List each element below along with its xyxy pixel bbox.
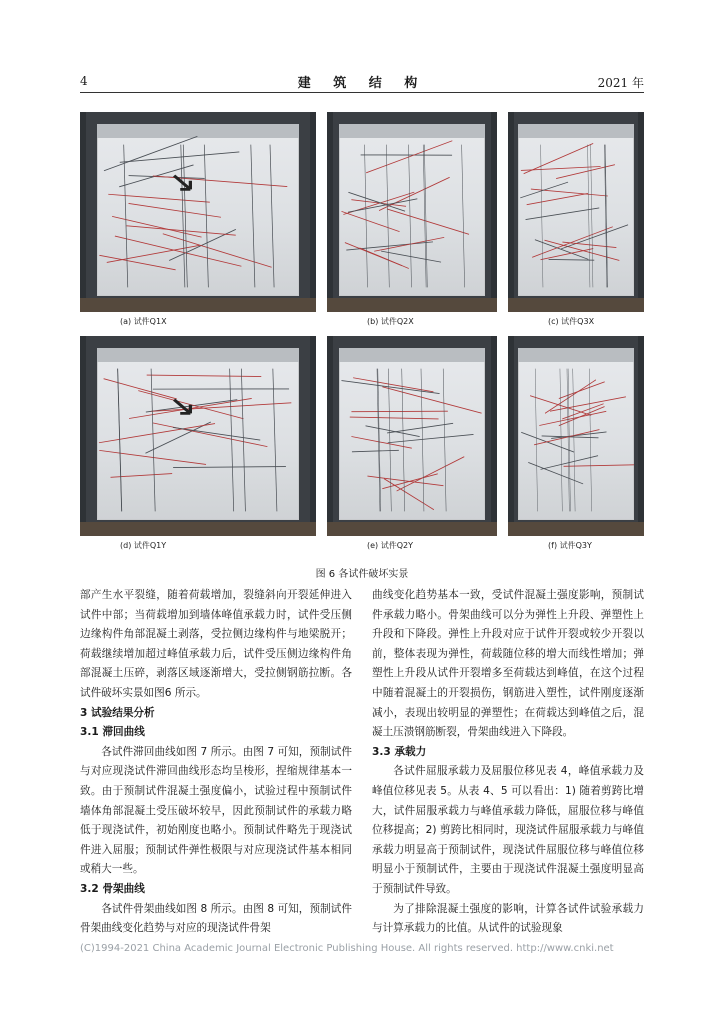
crack-line <box>374 237 444 251</box>
figure-caption: 图 6 各试件破坏实景 <box>315 569 409 580</box>
crack-line <box>152 176 286 187</box>
crack-pattern <box>518 124 635 296</box>
crack-line <box>540 456 597 470</box>
reaction-frame <box>80 336 86 536</box>
crack-line <box>539 411 606 425</box>
crack-line <box>544 240 619 260</box>
vertical-crack-line <box>270 145 274 288</box>
crack-line <box>548 259 594 260</box>
reaction-frame <box>491 336 497 536</box>
vertical-crack-line <box>559 369 561 512</box>
reaction-frame <box>80 112 86 312</box>
wall-specimen <box>97 348 300 520</box>
crack-line <box>346 242 433 250</box>
photo-q1x <box>80 112 316 312</box>
crack-line <box>126 226 235 235</box>
crack-line <box>351 411 447 412</box>
crack-line <box>526 193 587 204</box>
crack-line <box>99 450 206 464</box>
vertical-crack-line <box>568 369 570 512</box>
reaction-frame <box>508 336 514 536</box>
ground-beam <box>80 298 316 312</box>
crack-line <box>146 375 261 376</box>
right-text-column <box>372 586 644 939</box>
vertical-crack-line <box>535 369 537 512</box>
vertical-crack-line <box>364 145 367 288</box>
subsection-heading: 3.1 滞回曲线 <box>80 726 145 739</box>
crack-pattern <box>339 348 485 520</box>
copyright-footer: (C)1994-2021 China Academic Journal Electronic Publishing House. All rights reserved. http://www.cnki.net <box>80 943 614 954</box>
crack-line <box>128 203 220 217</box>
crack-line <box>556 165 615 179</box>
vertical-crack-line <box>204 145 208 288</box>
body-paragraph: 为了排除混凝土强度的影响，计算各试件试验承载力与计算承载力的比值。从试件的试验现象 <box>372 902 644 935</box>
vertical-crack-line <box>378 369 381 512</box>
vertical-crack-line <box>566 369 568 512</box>
crack-line <box>110 474 172 478</box>
crack-line <box>387 423 453 433</box>
crack-line <box>525 208 599 220</box>
reaction-frame <box>310 336 316 536</box>
crack-line <box>341 381 439 394</box>
vertical-crack-line <box>589 369 591 512</box>
panel-caption: (a) 试件Q1X <box>120 317 167 326</box>
journal-year: 2021 年 <box>597 76 644 90</box>
wall-specimen <box>518 348 635 520</box>
vertical-crack-line <box>117 369 121 512</box>
crack-line <box>152 423 267 447</box>
crack-line <box>350 417 439 419</box>
wall-specimen <box>97 124 300 296</box>
crack-line <box>530 189 607 196</box>
vertical-crack-line <box>587 145 589 288</box>
crack-pattern <box>518 348 635 520</box>
ground-beam <box>508 298 644 312</box>
crack-line <box>388 434 474 442</box>
subsection-heading: 3.2 骨架曲线 <box>80 882 145 895</box>
vertical-crack-line <box>604 145 606 288</box>
wall-specimen <box>339 348 485 520</box>
ground-beam <box>508 522 644 536</box>
body-paragraph: 曲线变化趋势基本一致，受试件混凝土强度影响，预制试件承载力略小。骨架曲线可以分为弹性上升段、弹塑性上升段和下降段。弹性上升段对应于试件开裂或较少开裂以前，整体表现为弹性，荷载随位移的增大而线性增加；弹塑性上升段从试件开裂增多至荷载达到峰值，在这个过程中随着混凝土的开裂损伤，钢筋进入塑性，试件刚度逐渐减小，表现出较明显的弹塑性；在荷载达到峰值之后，混凝土压溃钢筋断裂，骨架曲线进入下降段。 <box>372 589 644 739</box>
crack-line <box>352 450 399 451</box>
reaction-frame <box>310 112 316 312</box>
vertical-crack-line <box>377 369 380 512</box>
crack-line <box>387 209 469 234</box>
crack-line <box>98 424 214 443</box>
left-text-column <box>80 586 352 939</box>
photo-q2x <box>327 112 497 312</box>
panel-caption: (b) 试件Q2X <box>367 317 414 326</box>
reaction-frame <box>491 112 497 312</box>
crack-line <box>382 387 481 413</box>
crack-line <box>173 467 286 468</box>
crack-line <box>106 245 199 262</box>
section-heading: 3 试验结果分析 <box>80 706 155 719</box>
vertical-crack-line <box>272 369 276 512</box>
photo-q3y <box>508 336 644 536</box>
vertical-crack-line <box>180 145 184 288</box>
reaction-frame <box>638 336 644 536</box>
vertical-crack-line <box>443 369 446 512</box>
body-paragraph: 各试件屈服承载力及屈服位移见表 4，峰值承载力及峰值位移见表 5。从表 4、5 可以看出：1) 随着剪跨比增大，试件屈服承载力与峰值承载力降低，屈服位移与峰值位移提高；2) 剪跨比相同时，现浇试件屈服承载力与峰值承载力明显高于预制试件，现浇试件屈服位移与峰值位移明显小于预制试件，主要由于现浇试件混凝土强度明显高于预制试件导致。 <box>372 765 644 895</box>
crack-line <box>145 422 210 453</box>
body-paragraph: 各试件骨架曲线如图 8 所示。由图 8 可知，预制试件骨架曲线变化趋势与对应的现浇试件骨架 <box>80 902 352 935</box>
panel-caption: (c) 试件Q3X <box>548 317 595 326</box>
crack-line <box>151 403 291 411</box>
crack-pattern <box>97 348 300 520</box>
crack-line <box>348 192 405 211</box>
crack-line <box>521 432 574 452</box>
vertical-crack-line <box>183 145 187 288</box>
panel-caption: (f) 试件Q3Y <box>548 541 592 550</box>
panel-caption: (e) 试件Q2Y <box>367 541 413 550</box>
ground-beam <box>327 522 497 536</box>
ground-beam <box>80 522 316 536</box>
photo-q2y <box>327 336 497 536</box>
photo-q3x <box>508 112 644 312</box>
crack-line <box>523 143 593 173</box>
ground-beam <box>327 298 497 312</box>
crack-line <box>520 182 568 198</box>
header-rule <box>80 92 644 93</box>
panel-caption: (d) 试件Q1Y <box>120 541 167 550</box>
crack-line <box>99 255 175 269</box>
crack-line <box>108 194 210 202</box>
journal-title: 建 筑 结 构 <box>297 76 427 91</box>
vertical-crack-line <box>229 369 233 512</box>
crack-line <box>119 152 239 162</box>
vertical-crack-line <box>386 145 389 288</box>
subsection-heading: 3.3 承载力 <box>372 745 427 758</box>
vertical-crack-line <box>590 145 592 288</box>
page-header <box>0 0 724 100</box>
vertical-crack-line <box>250 145 254 288</box>
body-paragraph: 各试件滞回曲线如图 7 所示。由图 7 可知，预制试件与对应现浇试件滞回曲线形态均呈梭形，捏缩规律基本一致。由于预制试件混凝土强度偏小，试验过程中预制试件墙体角部混凝土受压破坏较早，因此预制试件的承载力略低于现浇试件，初始刚度也略小。预制试件略先于现浇试件进入屈服；预制试件弹性极限与对应现浇试件基本相同或稍大一些。 <box>80 745 352 876</box>
reaction-frame <box>638 112 644 312</box>
crack-line <box>162 234 271 268</box>
reaction-frame <box>327 336 333 536</box>
body-paragraph: 部产生水平裂缝，随着荷载增加，裂缝斜向开裂延伸进入试件中部；当荷载增加到墙体峰值承载力时，试件受压侧边缘构件角部混凝土剥落，受拉侧边缘构件与地梁脱开；荷载继续增加超过峰值承载力后，试件受压侧边缘构件角部混凝土压碎，剥落区域逐渐增大，受拉侧钢筋拉断。各试件破坏实景如图6 所示。 <box>80 589 352 699</box>
crack-pattern <box>339 124 485 296</box>
vertical-crack-line <box>388 369 391 512</box>
crack-line <box>379 177 450 210</box>
page-number: 4 <box>80 74 88 88</box>
reaction-frame <box>508 112 514 312</box>
crack-line <box>558 382 604 399</box>
crack-line <box>351 437 411 449</box>
crack-line <box>365 426 419 437</box>
wall-specimen <box>518 124 635 296</box>
vertical-crack-line <box>151 369 155 512</box>
vertical-crack-line <box>241 369 245 512</box>
crack-pattern <box>97 124 300 296</box>
reaction-frame <box>327 112 333 312</box>
vertical-crack-line <box>123 145 127 288</box>
vertical-crack-line <box>462 145 465 288</box>
vertical-crack-line <box>572 369 574 512</box>
crack-line <box>367 476 443 486</box>
wall-specimen <box>339 124 485 296</box>
crack-line <box>550 397 626 411</box>
crack-line <box>341 211 399 231</box>
photo-q1y <box>80 336 316 536</box>
crack-line <box>397 457 465 491</box>
